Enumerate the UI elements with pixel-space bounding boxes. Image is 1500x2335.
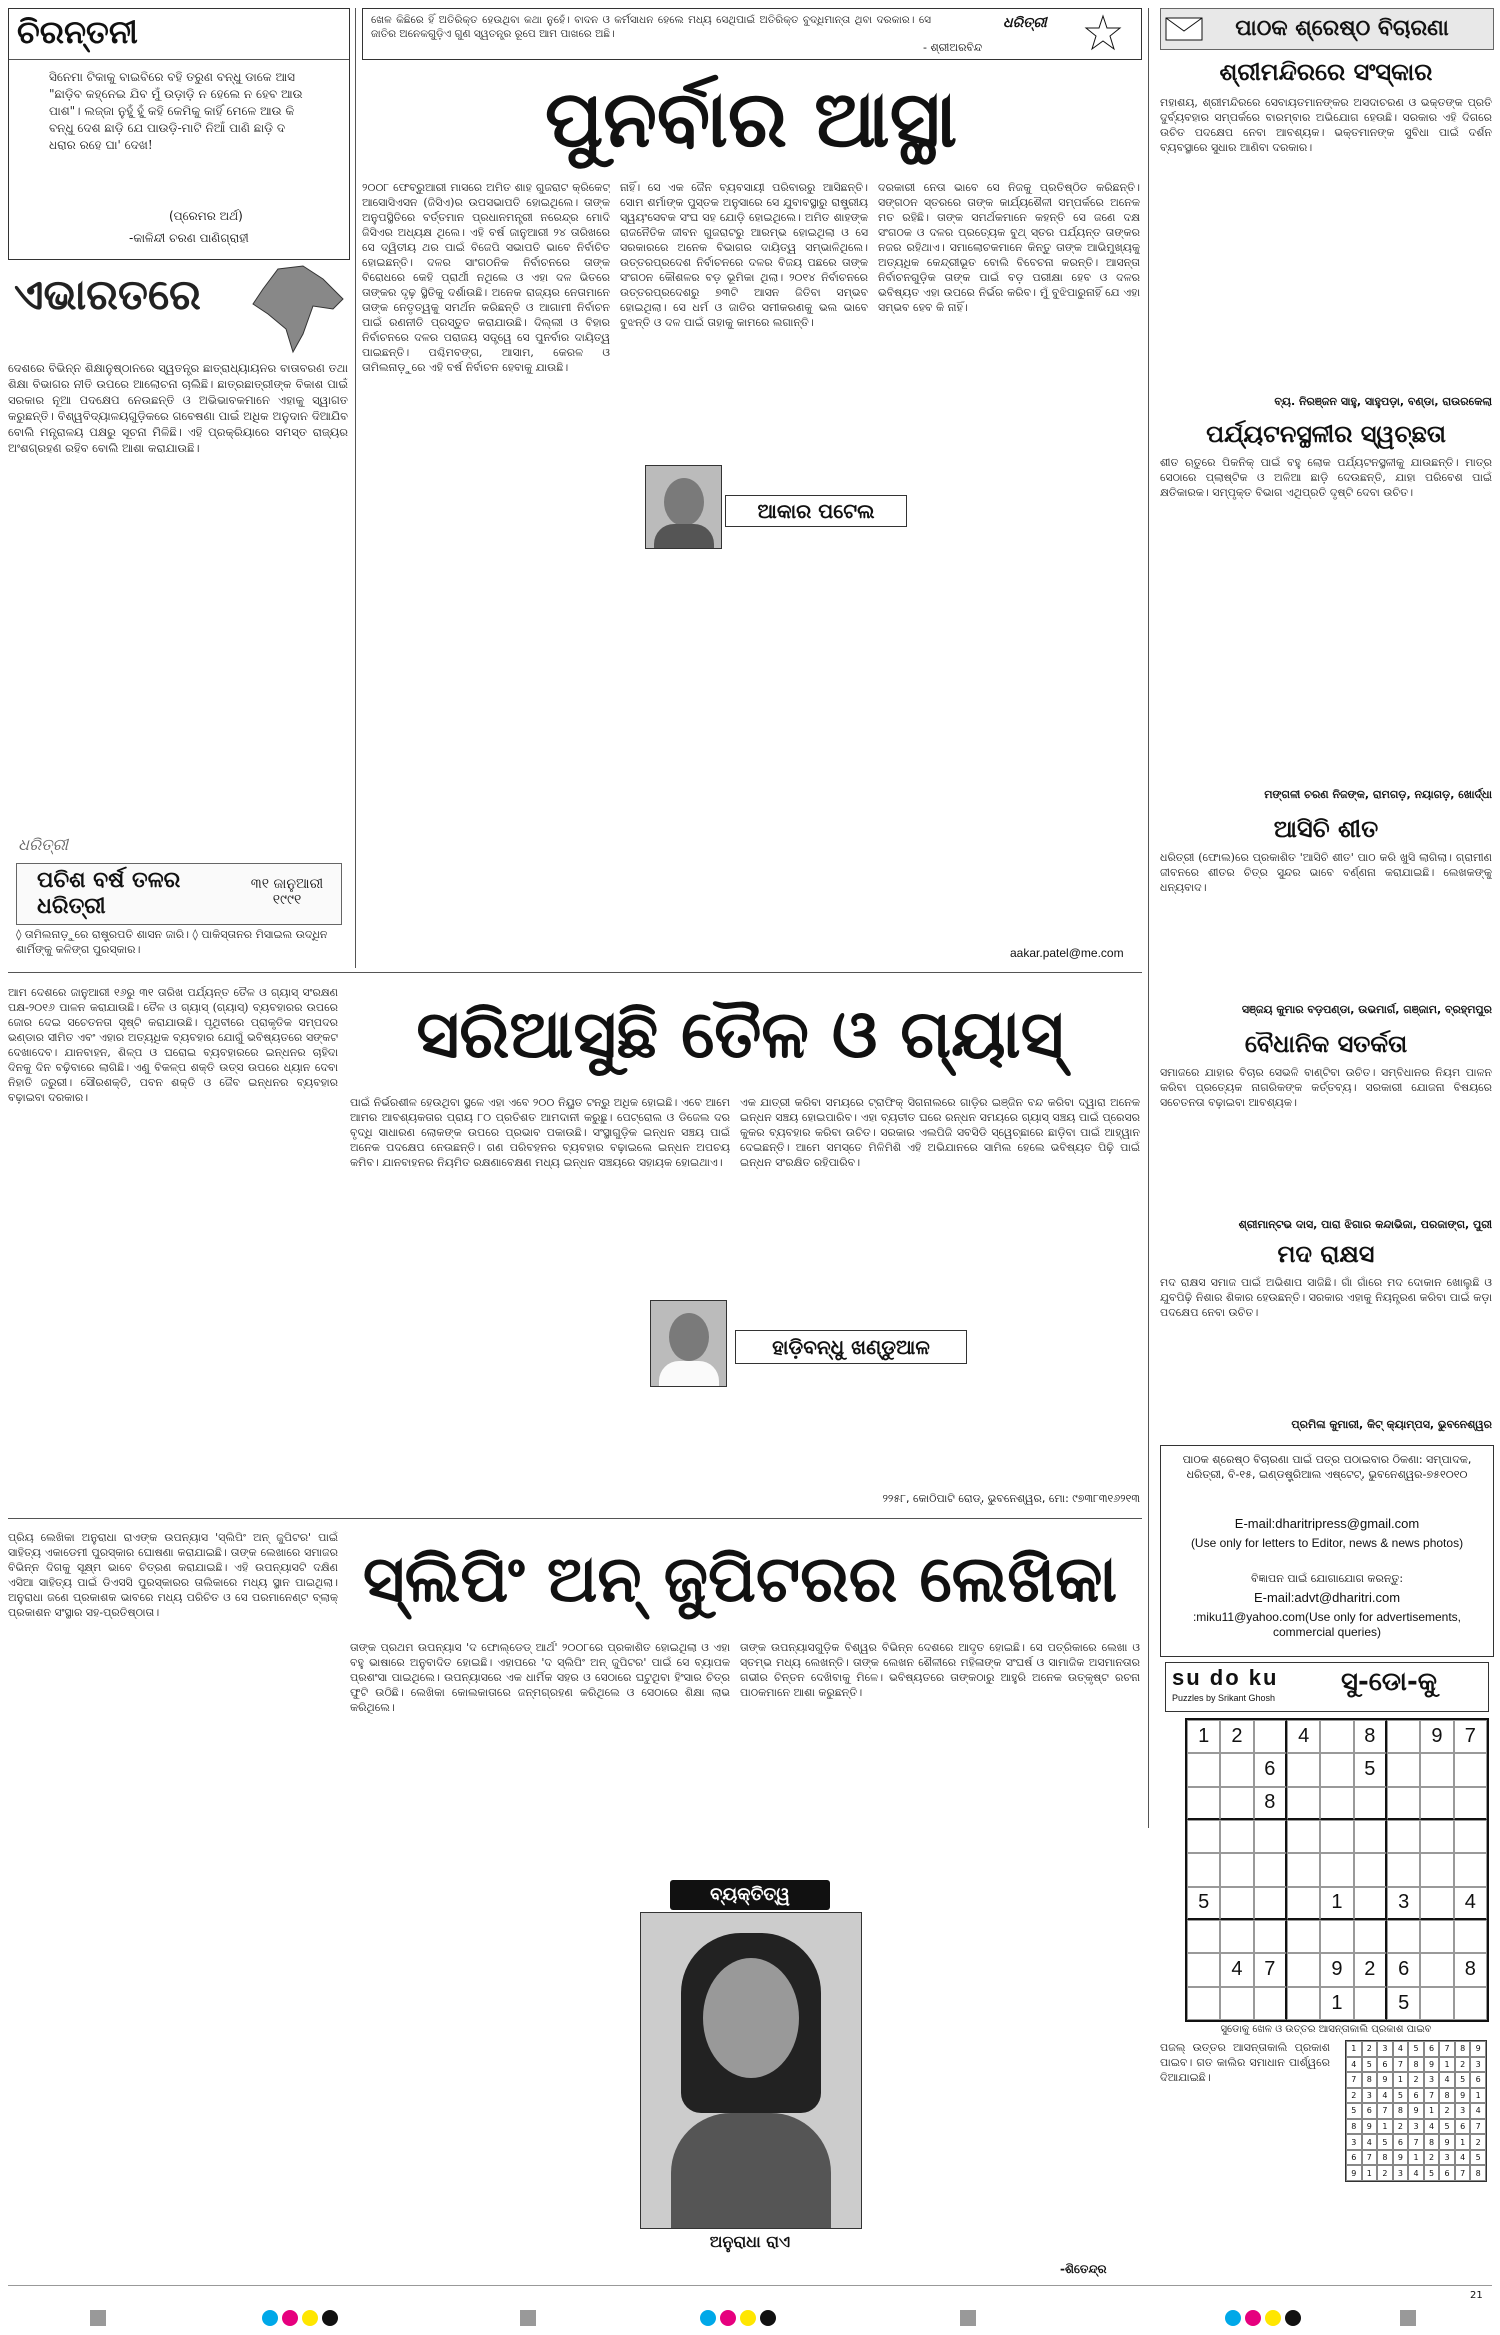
sudoku-cell[interactable] [1287, 1953, 1320, 1986]
sudoku-cell[interactable] [1420, 1820, 1453, 1853]
answer-cell: 1 [1377, 2119, 1393, 2135]
sudoku-cell[interactable] [1287, 1887, 1320, 1920]
ebharat-text: ଦେଶରେ ବିଭିନ୍ନ ଶିକ୍ଷାନୁଷ୍ଠାନରେ ସ୍ୱତନ୍ତ୍ର ଛାତ୍ରାଧ୍ୟାୟନର ବାତାବରଣ ତଥା ଶିକ୍ଷା ବିଭାଗର ନୀତି ଉପରେ ଆଲୋଚନା ଚାଲିଛି। ଛାତ୍ରଛାତ୍ରୀଙ୍କ ବିକାଶ ପାଇଁ ସରକାର ନୂଆ ପଦକ୍ଷେପ ନେଉଛନ୍ତି ଓ ଅଭିଭାବକମାନେ ଏହାକୁ ସ୍ୱାଗତ କରୁଛନ୍ତି। ବିଶ୍ୱବିଦ୍ୟାଳୟଗୁଡ଼ିକରେ ଗବେଷଣା ପାଇଁ ଅଧିକ ଅନୁଦାନ ଦିଆଯିବ ବୋଲି ମନ୍ତ୍ରାଳୟ ପକ୍ଷରୁ ସୂଚନା ମିଳିଛି। ଏହି ପ୍ରକ୍ରିୟାରେ ସମସ୍ତ ରାଜ୍ୟର ଅଂଶଗ୍ରହଣ ରହିବ ବୋଲି ଆଶା କରାଯାଉଛି। [8, 361, 348, 455]
answer-cell: 9 [1393, 2150, 1409, 2166]
answer-cell: 2 [1408, 2072, 1424, 2088]
top-quote-author: - ଶ୍ରୀଅରବିନ୍ଦ [923, 41, 983, 54]
registration-square-4 [1400, 2310, 1416, 2326]
answer-cell: 3 [1439, 2150, 1455, 2166]
letter1-heading: ଶ୍ରୀମନ୍ଦିରରେ ସଂସ୍କାର [1219, 58, 1433, 86]
answer-cell: 4 [1455, 2150, 1471, 2166]
sudoku-cell[interactable] [1254, 1987, 1287, 2020]
chirantani-title: ଚିରନ୍ତନୀ [17, 13, 138, 51]
sudoku-cell[interactable] [1454, 1820, 1487, 1853]
answer-cell: 9 [1346, 2165, 1362, 2181]
answer-cell: 8 [1346, 2119, 1362, 2135]
sudoku-cell[interactable] [1420, 1753, 1453, 1786]
answer-cell: 1 [1393, 2072, 1409, 2088]
answer-cell: 2 [1424, 2150, 1440, 2166]
answer-cell: 7 [1470, 2119, 1486, 2135]
answer-cell: 8 [1455, 2041, 1471, 2057]
sudoku-cell[interactable] [1387, 1853, 1420, 1886]
chirantani-author: -କାଳିନ୍ଦୀ ଚରଣ ପାଣିଗ୍ରାହୀ [129, 231, 249, 245]
answer-cell: 9 [1377, 2072, 1393, 2088]
answer-cell: 8 [1362, 2072, 1378, 2088]
contact-advt-label: ବିଜ୍ଞାପନ ପାଇଁ ଯୋଗାଯୋଗ କରନ୍ତୁ: [1250, 1572, 1404, 1585]
letter2-body: ଶୀତ ଋତୁରେ ପିକନିକ୍ ପାଇଁ ବହୁ ଲୋକ ପର୍ଯ୍ୟଟନସ୍ଥଳୀକୁ ଯାଉଛନ୍ତି। ମାତ୍ର ସେଠାରେ ପ୍ଲାଷ୍ଟିକ ଓ ଅଳିଆ ଛାଡ଼ି ଦେଉଛନ୍ତି, ଯାହା ପରିବେଶ ପାଇଁ କ୍ଷତିକାରକ। ସମ୍ପୃକ୍ତ ବିଭାଗ ଏଥିପ୍ରତି ଦୃଷ୍ଟି ଦେବା ଉଚିତ। [1160, 456, 1492, 499]
answer-cell: 2 [1439, 2103, 1455, 2119]
sudoku-cell[interactable] [1220, 1787, 1253, 1820]
sudoku-instructions: ସୁଡୋକୁ ଖେଳ ଓ ଉତ୍ତର ଆସନ୍ତାକାଲି ପ୍ରକାଶ ପାଇବ [1220, 2024, 1432, 2035]
answer-cell: 1 [1362, 2165, 1378, 2181]
answer-cell: 6 [1393, 2134, 1409, 2150]
top-quote-box [362, 8, 1142, 60]
answer-cell: 5 [1377, 2134, 1393, 2150]
anuradha-roy-photo [640, 1912, 862, 2229]
answer-cell: 8 [1377, 2150, 1393, 2166]
answer-cell: 3 [1470, 2057, 1486, 2073]
answer-cell: 1 [1424, 2103, 1440, 2119]
answer-cell: 5 [1439, 2119, 1455, 2135]
answer-cell: 9 [1470, 2041, 1486, 2057]
sudoku-cell[interactable]: 5 [1187, 1887, 1220, 1920]
answer-cell: 9 [1362, 2119, 1378, 2135]
sudoku-cell[interactable] [1320, 1853, 1353, 1886]
sudoku-puzzle-by: Puzzles by Srikant Ghosh [1172, 1693, 1276, 1703]
answer-cell: 2 [1362, 2041, 1378, 2057]
letter2-author: ମଙ୍ଗଳୀ ଚରଣ ନିଜଙ୍କ, ରାମଗଡ଼, ନୟାଗଡ଼, ଖୋର୍ଦ୍ଧା [1264, 788, 1492, 801]
letter4-heading: ବୈଧାନିକ ସତର୍କତା [1244, 1030, 1408, 1058]
answer-cell: 5 [1455, 2072, 1471, 2088]
sudoku-cell[interactable] [1187, 1753, 1220, 1786]
sudoku-cell[interactable] [1187, 1820, 1220, 1853]
cmyk-dot-yellow-3 [1265, 2310, 1281, 2326]
sudoku-cell[interactable] [1354, 1787, 1387, 1820]
sudoku-cell[interactable] [1420, 1920, 1453, 1953]
chirantani-poem: ସିନେମା ଟିକାକୁ ବାଇବିରେ ବହି ତରୁଣ ବନ୍ଧୁ ଡାକେ ଆସ "ଛାଡ଼ିବ କହ୍ନେଇ ଯିବ ମୁଁ ଉଡ଼ାଡ଼ି ନ ହେଲେ ନ ହେବ ଆଉ ପାଶ"। ଲଜ୍ଜା ନୁହୁଁ ହୁଁ କହି କେମିକୁ କାହିଁ ମେଳେ ଆଉ କି ବନ୍ଧୁ ଦେଶ ଛାଡ଼ି ଯେ ପାଉଡ଼ି-ମାଟି ନିଆଁ ପାଣି ଛାଡ଼ି ଦ ଧରାର ରହେ ଘା' ଦେଖ! [49, 70, 303, 152]
pachisha-box [8, 835, 348, 960]
article3-signoff: -ଶିତେନ୍ଦ୍ର [1060, 2262, 1107, 2276]
sudoku-odia-title: ସୁ-ଡୋ-କୁ [1341, 1667, 1437, 1697]
answer-cell: 1 [1408, 2150, 1424, 2166]
article2-author-block [650, 1300, 1010, 1390]
answer-cell: 3 [1346, 2134, 1362, 2150]
sudoku-cell[interactable] [1220, 1987, 1253, 2020]
article2-col2: ପାଇଁ ନିର୍ଭରଶୀଳ ହେଉଥିବା ସ୍ଥଳେ ଏହା ଏବେ ୨୦୦ ନିୟୁତ ଟନ୍‌ରୁ ଅଧିକ ହୋଇଛି। ଏବେ ଆମେ ଆମର ଆବଶ୍ୟକତାର ପ୍ରାୟ ୮୦ ପ୍ରତିଶତ ଆମଦାନୀ କରୁଛୁ। ପେଟ୍ରୋଲ ଓ ଡିଜେଲ ଦର ବୃଦ୍ଧି ସାଧାରଣ ଲୋକଙ୍କ ଉପରେ ପ୍ରଭାବ ପକାଉଛି। ସଂସ୍ଥାଗୁଡ଼ିକ ଇନ୍ଧନ ସଞ୍ଚୟ ପାଇଁ ଅନେକ ପଦକ୍ଷେପ ନେଉଛନ୍ତି। ଗଣ ପରିବହନର ବ୍ୟବହାର ବଢ଼ାଇଲେ ଇନ୍ଧନ ଅପଚୟ କମିବ। ଯାନବାହନର ନିୟମିତ ରକ୍ଷଣାବେକ୍ଷଣ ମଧ୍ୟ ଇନ୍ଧନ ସଞ୍ଚୟରେ ସହାୟକ ହୋଇଥାଏ। [350, 1096, 730, 1169]
contact-email-editor-note: (Use only for letters to Editor, news & news photos) [1190, 1536, 1464, 1550]
answer-cell: 1 [1455, 2134, 1471, 2150]
answer-cell: 3 [1424, 2072, 1440, 2088]
sudoku-cell[interactable] [1187, 1787, 1220, 1820]
answer-cell: 6 [1408, 2088, 1424, 2104]
sudoku-cell[interactable] [1354, 1853, 1387, 1886]
article1-col1: ୨୦୦୮ ଫେବ୍ରୁଆରୀ ମାସରେ ଅମିତ ଶାହ ଗୁଜରାଟ କ୍ରିକେଟ୍ ଆସୋସିଏସନ (ଜିସିଏ)ର ଉପସଭାପତି ହୋଇଥିଲେ। ତାଙ୍କ ଅନୁପସ୍ଥିତିରେ ବର୍ତ୍ତମାନ ପ୍ରଧାନମନ୍ତ୍ରୀ ନରେନ୍ଦ୍ର ମୋଦି ଜିସିଏର ଅଧ୍ୟକ୍ଷ ଥିଲେ। ଏହି ବର୍ଷ ଜାନୁଆରୀ ୨୪ ତାରିଖରେ ସେ ଦ୍ୱିତୀୟ ଥର ପାଇଁ ବିଜେପି ସଭାପତି ଭାବେ ନିର୍ବାଚିତ ହୋଇଛନ୍ତି। ଦଳର ସାଂଗଠନିକ ନିର୍ବାଚନରେ ତାଙ୍କ ବିରୋଧରେ କେହି ପ୍ରାର୍ଥୀ ନଥିଲେ ଓ ଏହା ଦଳ ଭିତରେ ତାଙ୍କର ଦୃଢ଼ ସ୍ଥିତିକୁ ଦର୍ଶାଉଛି। ଅନେକ ରାଜ୍ୟର ନେତାମାନେ ତାଙ୍କ ନେତୃତ୍ୱକୁ ସମର୍ଥନ କରିଛନ୍ତି ଓ ଆଗାମୀ ନିର୍ବାଚନ ପାଇଁ ରଣନୀତି ପ୍ରସ୍ତୁତ କରାଯାଉଛି। ଦିଲ୍ଲୀ ଓ ବିହାର ନିର୍ବାଚନରେ ଦଳର ପରାଜୟ ସତ୍ତ୍ୱେ ସେ ପୁନର୍ବାର ଦାୟିତ୍ୱ ପାଇଛନ୍ତି। ପଶ୍ଚିମବଙ୍ଗ, ଆସାମ, କେରଳ ଓ ତାମିଲନାଡ଼ୁରେ ଏହି ବର୍ଷ ନିର୍ବାଚନ ହେବାକୁ ଯାଉଛି। [362, 181, 610, 374]
sudoku-cell[interactable] [1420, 1787, 1453, 1820]
sudoku-cell[interactable] [1320, 1720, 1353, 1753]
chirantani-note: (ପ୍ରେମର ଅର୍ଥ) [169, 209, 243, 223]
answer-cell: 5 [1470, 2150, 1486, 2166]
sudoku-cell[interactable]: 9 [1320, 1953, 1353, 1986]
pachisha-date: ୩୧ ଜାନୁଆରୀ ୧୯୯୧ [250, 876, 324, 908]
sudoku-cell[interactable] [1387, 1920, 1420, 1953]
article3-col2: ତାଙ୍କ ପ୍ରଥମ ଉପନ୍ୟାସ 'ଦ ଫୋଲ୍ଡେଡ୍ ଆର୍ଥ' ୨୦୦୮ରେ ପ୍ରକାଶିତ ହୋଇଥିଲା ଓ ଏହା ବହୁ ଭାଷାରେ ଅନୁବାଦିତ ହୋଇଛି। ଏହାପରେ 'ଦ ସ୍ଲିପିଂ ଅନ୍ ଜୁପିଟର' ପାଇଁ ସେ ବ୍ୟାପକ ପ୍ରଶଂସା ପାଇଥିଲେ। ଉପନ୍ୟାସରେ ଏକ ଧାର୍ମିକ ସହର ଓ ସେଠାରେ ଘଟୁଥିବା ହିଂସାର ଚିତ୍ର ଫୁଟି ଉଠିଛି। ଲେଖିକା କୋଲକାତାରେ ଜନ୍ମଗ୍ରହଣ କରିଥିଲେ ଓ ସେଠାରେ ଶିକ୍ଷା ଲାଭ କରିଥିଲେ। [350, 1641, 730, 1714]
sidebar-title: ପାଠକ ଶ୍ରେଷ୍ଠ ବିଚାରଣା [1160, 8, 1494, 50]
article2-col3: ଏକ ଯାତ୍ରୀ କରିବା ସମୟରେ ଟ୍ରାଫିକ୍ ସିଗନାଲରେ ଗାଡ଼ିର ଇଞ୍ଜିନ ବନ୍ଦ କରିବା ଦ୍ୱାରା ଅନେକ ଇନ୍ଧନ ସଞ୍ଚୟ ହୋଇପାରିବ। ଏହା ବ୍ୟତୀତ ଘରେ ରନ୍ଧନ ସମୟରେ ଗ୍ୟାସ୍ ସଞ୍ଚୟ ପାଇଁ ପ୍ରେସର କୁକର ବ୍ୟବହାର କରିବା ଉଚିତ। ସରକାର ଏଲପିଜି ସବସିଡି ସ୍ୱେଚ୍ଛାରେ ଛାଡ଼ିବା ପାଇଁ ଆହ୍ୱାନ ଦେଇଛନ୍ତି। ଆମେ ସମସ୍ତେ ମିଳିମିଶି ଏହି ଅଭିଯାନରେ ସାମିଲ ହେଲେ ଭବିଷ୍ୟତ ପିଢ଼ି ପାଇଁ ଇନ୍ଧନ ସଂରକ୍ଷିତ ରହିପାରିବ। [740, 1096, 1140, 1169]
letter5-body: ମଦ ରାକ୍ଷସ ସମାଜ ପାଇଁ ଅଭିଶାପ ସାଜିଛି। ଗାଁ ଗାଁରେ ମଦ ଦୋକାନ ଖୋଲୁଛି ଓ ଯୁବପିଢ଼ି ନିଶାର ଶିକାର ହେଉଛନ୍ତି। ସରକାର ଏହାକୁ ନିୟନ୍ତ୍ରଣ କରିବା ପାଇଁ କଡ଼ା ପଦକ୍ଷେପ ନେବା ଉଚିତ। [1160, 1276, 1492, 1319]
article3-badge: ବ୍ୟକ୍ତିତ୍ୱ [670, 1880, 830, 1910]
sudoku-cell[interactable] [1287, 1853, 1320, 1886]
contact-intro: ପାଠକ ଶ୍ରେଷ୍ଠ ବିଚାରଣା ପାଇଁ ପତ୍ର ପଠାଇବାର ଠିକଣା: ସମ୍ପାଦକ, ଧରିତ୍ରୀ, ବି-୧୫, ଇଣ୍ଡଷ୍ଟ୍ରିଆଲ ଏଷ୍ଟେଟ୍, ଭୁବନେଶ୍ୱର-୭୫୧୦୧୦ [1182, 1453, 1472, 1481]
sudoku-cell[interactable]: 4 [1287, 1720, 1320, 1753]
sudoku-cell[interactable]: 1 [1187, 1720, 1220, 1753]
sudoku-cell[interactable] [1254, 1720, 1287, 1753]
answer-cell: 1 [1346, 2041, 1362, 2057]
answer-cell: 3 [1362, 2088, 1378, 2104]
sudoku-cell[interactable] [1454, 1987, 1487, 2020]
contact-box [1160, 1445, 1494, 1657]
contact-email-advt[interactable]: E-mail:advt@dharitri.com [1253, 1590, 1401, 1605]
answer-cell: 9 [1424, 2057, 1440, 2073]
sudoku-cell[interactable] [1320, 1753, 1353, 1786]
answer-cell: 7 [1362, 2150, 1378, 2166]
sudoku-cell[interactable]: 5 [1354, 1753, 1387, 1786]
sudoku-cell[interactable] [1420, 1887, 1453, 1920]
ebharat-header [8, 262, 348, 357]
letter1-body: ମହାଶୟ, ଶ୍ରୀମନ୍ଦିରରେ ସେବାୟତମାନଙ୍କର ଅସଦାଚରଣ ଓ ଭକ୍ତଙ୍କ ପ୍ରତି ଦୁର୍ବ୍ୟବହାର ସମ୍ପର୍କରେ ବାରମ୍ବାର ଅଭିଯୋଗ ହେଉଛି। ସରକାର ଏହି ଦିଗରେ ଉଚିତ ପଦକ୍ଷେପ ନେବା ଆବଶ୍ୟକ। ଭକ୍ତମାନଙ୍କ ସୁବିଧା ପାଇଁ ଦର୍ଶନ ବ୍ୟବସ୍ଥାରେ ସୁଧାର ଆଣିବା ଦରକାର। [1160, 96, 1492, 154]
sudoku-cell[interactable] [1287, 1787, 1320, 1820]
sudoku-cell[interactable] [1220, 1820, 1253, 1853]
article2-address: ୨୨୫୮, କୋଠିପାଟି ରୋଡ୍, ଭୁବନେଶ୍ୱର, ମୋ: ୯୭୩୮୩୧୬୨୧୩ [882, 1492, 1140, 1505]
cmyk-dot-magenta-2 [720, 2310, 736, 2326]
sudoku-cell[interactable] [1320, 1820, 1353, 1853]
answer-cell: 6 [1439, 2165, 1455, 2181]
sudoku-logo: su do ku [1172, 1665, 1279, 1690]
sudoku-cell[interactable]: 3 [1387, 1887, 1420, 1920]
letter3-heading: ଆସିଚି ଶୀତ [1273, 815, 1379, 843]
registration-square-3 [960, 2310, 976, 2326]
answer-cell: 4 [1424, 2119, 1440, 2135]
sudoku-cell[interactable] [1354, 1920, 1387, 1953]
answer-cell: 4 [1362, 2134, 1378, 2150]
registration-square-1 [90, 2310, 106, 2326]
answer-cell: 6 [1362, 2103, 1378, 2119]
contact-email-miku[interactable]: :miku11@yahoo.com(Use only for advertisements, commercial queries) [1192, 1610, 1462, 1639]
article2-author-photo [650, 1300, 727, 1387]
sudoku-cell[interactable]: 1 [1320, 1987, 1353, 2020]
answer-cell: 3 [1408, 2119, 1424, 2135]
registration-square-2 [520, 2310, 536, 2326]
sudoku-cell[interactable] [1187, 1853, 1220, 1886]
answer-cell: 8 [1408, 2057, 1424, 2073]
cmyk-dot-cyan-1 [262, 2310, 278, 2326]
letter4-body: ସମାଜରେ ଯାହାର ବିଚାର ସେଭଳି ବାଣ୍ଟିବା ଉଚିତ। ସମ୍ବିଧାନର ନିୟମ ପାଳନ କରିବା ପ୍ରତ୍ୟେକ ନାଗରିକଙ୍କ କର୍ତ୍ତବ୍ୟ। ସରକାରୀ ଯୋଜନା ବିଷୟରେ ସଚେତନତା ବଢ଼ାଇବା ଆବଶ୍ୟକ। [1160, 1066, 1492, 1109]
answer-cell: 7 [1455, 2165, 1471, 2181]
sudoku-cell[interactable] [1254, 1853, 1287, 1886]
sudoku-cell[interactable] [1420, 1987, 1453, 2020]
answer-cell: 5 [1424, 2165, 1440, 2181]
letter5-heading: ମଦ ରାକ୍ଷସ [1277, 1240, 1375, 1268]
answer-cell: 2 [1377, 2165, 1393, 2181]
answer-cell: 8 [1393, 2103, 1409, 2119]
sudoku-cell[interactable] [1420, 1953, 1453, 1986]
answer-cell: 6 [1346, 2150, 1362, 2166]
sudoku-header [1165, 1662, 1489, 1712]
sudoku-cell[interactable]: 4 [1454, 1887, 1487, 1920]
cmyk-dot-black-1 [322, 2310, 338, 2326]
sudoku-cell[interactable]: 6 [1254, 1753, 1287, 1786]
letter2-heading: ପର୍ଯ୍ୟଟନସ୍ଥଳୀର ସ୍ୱଚ୍ଛତା [1206, 420, 1446, 448]
answer-cell: 2 [1470, 2134, 1486, 2150]
answer-cell: 3 [1393, 2165, 1409, 2181]
sudoku-cell[interactable] [1254, 1920, 1287, 1953]
sudoku-cell[interactable] [1287, 1987, 1320, 2020]
sudoku-cell[interactable] [1187, 1953, 1220, 1986]
sudoku-cell[interactable] [1187, 1920, 1220, 1953]
ebharat-title: ଏଭାରତରେ [14, 270, 201, 319]
sudoku-cell[interactable]: 9 [1420, 1720, 1453, 1753]
sudoku-cell[interactable] [1454, 1853, 1487, 1886]
cmyk-dot-cyan-2 [700, 2310, 716, 2326]
answer-cell: 2 [1393, 2119, 1409, 2135]
pachisha-title: ପଚିଶ ବର୍ଷ ତଳର ଧରିତ୍ରୀ [37, 868, 181, 919]
answer-cell: 7 [1393, 2057, 1409, 2073]
india-map-icon [248, 264, 348, 354]
sudoku-cell[interactable] [1254, 1820, 1287, 1853]
sudoku-cell[interactable] [1254, 1887, 1287, 1920]
cmyk-dot-yellow-1 [302, 2310, 318, 2326]
star-emblem-icon [1083, 14, 1123, 54]
article1-col3: ଦରକାରୀ ନେତା ଭାବେ ସେ ନିଜକୁ ପ୍ରତିଷ୍ଠିତ କରିଛନ୍ତି। ସଙ୍ଗଠନ ସ୍ତରରେ ତାଙ୍କ କାର୍ଯ୍ୟଶୈଳୀ ସମ୍ପର୍କରେ ଅନେକ ମତ ରହିଛି। ତାଙ୍କ ସମର୍ଥକମାନେ କହନ୍ତି ସେ ଜଣେ ଦକ୍ଷ ସଂଗଠକ ଓ ଦଳର ପ୍ରତ୍ୟେକ ବୁଥ୍ ସ୍ତର ପର୍ଯ୍ୟନ୍ତ ତାଙ୍କର ନଜର ରହିଥାଏ। ସମାଲୋଚକମାନେ କିନ୍ତୁ ତାଙ୍କ ଆଭିମୁଖ୍ୟକୁ ଅତ୍ୟଧିକ କେନ୍ଦ୍ରୀଭୂତ ବୋଲି ବିବେଚନା କରନ୍ତି। ଆସନ୍ତା ନିର୍ବାଚନଗୁଡ଼ିକ ତାଙ୍କ ପାଇଁ ବଡ଼ ପରୀକ୍ଷା ହେବ ଓ ଦଳର ଭବିଷ୍ୟତ ଏହା ଉପରେ ନିର୍ଭର କରିବ। ମୁଁ ବୁଝିପାରୁନାହିଁ ଯେ ଏହା ସମ୍ଭବ ହେବ କି ନାହିଁ। [878, 181, 1140, 314]
article3-col3: ତାଙ୍କ ଉପନ୍ୟାସଗୁଡ଼ିକ ବିଶ୍ୱର ବିଭିନ୍ନ ଦେଶରେ ଆଦୃତ ହୋଇଛି। ସେ ପତ୍ରିକାରେ ଲେଖା ଓ ସ୍ତମ୍ଭ ମଧ୍ୟ ଲେଖନ୍ତି। ତାଙ୍କ ଲେଖନ ଶୈଳୀରେ ମହିଳାଙ୍କ ସଂଘର୍ଷ ଓ ସାମାଜିକ ଅସମାନତାର ଗଭୀର ଚିନ୍ତନ ଦେଖିବାକୁ ମିଳେ। ଭବିଷ୍ୟତରେ ତାଙ୍କଠାରୁ ଆହୁରି ଅନେକ ଉତ୍କୃଷ୍ଟ ରଚନା ପାଠକମାନେ ଆଶା କରୁଛନ୍ତି। [740, 1641, 1140, 1699]
cmyk-dot-black-2 [760, 2310, 776, 2326]
letter3-author: ସଞ୍ଜୟ କୁମାର ବଡ଼ପଣ୍ଡା, ଉଭମାର୍ଗ, ଗଞ୍ଜାମ, ବ୍ରହ୍ମପୁର [1241, 1003, 1492, 1016]
sudoku-cell[interactable] [1387, 1787, 1420, 1820]
article2-byline: ହାଡ଼ିବନ୍ଧୁ ଖଣ୍ଡୁଆଳ [735, 1330, 967, 1364]
chirantani-box [8, 8, 350, 260]
answer-cell: 9 [1408, 2103, 1424, 2119]
letter3-body: ଧରିତ୍ରୀ (ଫୋଲ)ରେ ପ୍ରକାଶିତ 'ଆସିଚି ଶୀତ' ପାଠ କରି ଖୁସି ଲାଗିଲା। ଗ୍ରାମୀଣ ଜୀବନରେ ଶୀତର ଚିତ୍ର ସୁନ୍ଦର ଭାବେ ବର୍ଣ୍ଣନା କରାଯାଇଛି। ଲେଖକଙ୍କୁ ଧନ୍ୟବାଦ। [1160, 851, 1492, 894]
pachisha-items: ◊ ତାମିଲନାଡ଼ୁରେ ରାଷ୍ଟ୍ରପତି ଶାସନ ଜାରି। ◊ ପାକିସ୍ତାନର ମିସାଇଲ ଉଦ୍ଧିନ ଶାର୍ମିଙ୍କୁ କଳିଙ୍ଗ ପୁରସ୍କାର। [16, 928, 328, 956]
contact-email-editor[interactable]: E-mail:dharitripress@gmail.com [1234, 1516, 1420, 1531]
article3-photo-block [630, 1880, 870, 2265]
sudoku-cell[interactable] [1354, 1987, 1387, 2020]
letter1-author: ବ୍ୟ. ନିରଞ୍ଜନ ସାହୁ, ସାହୁପଡ଼ା, ବଣ୍ଡା, ରାଉରକେଲା [1274, 395, 1492, 408]
answer-cell: 5 [1346, 2103, 1362, 2119]
answer-cell: 4 [1393, 2041, 1409, 2057]
sudoku-grid[interactable] [1185, 1718, 1489, 2022]
sudoku-cell[interactable] [1320, 1787, 1353, 1820]
sudoku-cell[interactable]: 4 [1220, 1953, 1253, 1986]
answer-cell: 9 [1455, 2088, 1471, 2104]
answer-cell: 5 [1408, 2041, 1424, 2057]
sudoku-cell[interactable] [1454, 1753, 1487, 1786]
answer-cell: 8 [1424, 2134, 1440, 2150]
letter4-author: ଶ୍ରୀମାନ୍ଟଭ ଦାସ, ପାରା ଝିଗାର କନ୍ଦାଭିଜା, ପରଜାଙ୍ଗ, ପୁରୀ [1238, 1218, 1492, 1231]
sudoku-answer-grid [1345, 2040, 1487, 2182]
cmyk-dot-yellow-2 [740, 2310, 756, 2326]
answer-cell: 4 [1470, 2103, 1486, 2119]
sudoku-cell[interactable] [1220, 1853, 1253, 1886]
answer-cell: 7 [1439, 2041, 1455, 2057]
sudoku-cell[interactable] [1220, 1753, 1253, 1786]
sudoku-cell[interactable]: 2 [1354, 1953, 1387, 1986]
dharitri-mark: ଧରିତ୍ରୀ [1003, 15, 1047, 31]
sudoku-cell[interactable] [1287, 1753, 1320, 1786]
sudoku-answer-caption: ପଜଲ୍ ଉତ୍ତର ଆସନ୍ତାକାଲି ପ୍ରକାଶ ପାଇବ। ଗତ କାଲିର ସମାଧାନ ପାର୍ଶ୍ୱରେ ଦିଆଯାଇଛି। [1160, 2041, 1330, 2084]
sudoku-cell[interactable] [1354, 1820, 1387, 1853]
sudoku-cell[interactable] [1187, 1987, 1220, 2020]
sudoku-cell[interactable] [1354, 1887, 1387, 1920]
sudoku-cell[interactable] [1220, 1887, 1253, 1920]
sudoku-cell[interactable] [1287, 1920, 1320, 1953]
sudoku-cell[interactable] [1320, 1920, 1353, 1953]
letter5-author: ପ୍ରମିଳା କୁମାରୀ, କିଟ୍ କ୍ୟାମ୍ପସ, ଭୁବନେଶ୍ୱର [1291, 1418, 1492, 1431]
page-number: 21 [1470, 2290, 1483, 2301]
sudoku-cell[interactable]: 2 [1220, 1720, 1253, 1753]
article2-col1: ଆମ ଦେଶରେ ଜାନୁଆରୀ ୧୬ରୁ ୩୧ ତାରିଖ ପର୍ଯ୍ୟନ୍ତ ତୈଳ ଓ ଗ୍ୟାସ୍ ସଂରକ୍ଷଣ ପକ୍ଷ-୨୦୧୬ ପାଳନ କରାଯାଉଛି। ତୈଳ ଓ ଗ୍ୟାସ୍ (ଗ୍ୟାସ୍) ବ୍ୟବହାରର ଉପରେ ଜୋର ଦେଇ ସଚେତନତା ସୃଷ୍ଟି କରାଯାଉଛି। ପୃଥିବୀରେ ପ୍ରାକୃତିକ ସମ୍ପଦର ଭଣ୍ଡାର ସୀମିତ ଏବଂ ଏହାର ଅତ୍ୟଧିକ ବ୍ୟବହାର ଯୋଗୁଁ ଭବିଷ୍ୟତରେ ସଙ୍କଟ ଦେଖାଦେବ। ଯାନବାହନ, ଶିଳ୍ପ ଓ ଘରୋଇ ବ୍ୟବହାରରେ ଇନ୍ଧନର ଚାହିଦା ଦିନକୁ ଦିନ ବଢ଼ିବାରେ ଲାଗିଛି। ଏଣୁ ବିକଳ୍ପ ଶକ୍ତି ଉତ୍ସ ଉପରେ ଧ୍ୟାନ ଦେବା ନିହାତି ଜରୁରୀ। ସୌରଶକ୍ତି, ପବନ ଶକ୍ତି ଓ ଜୈବ ଇନ୍ଧନର ବ୍ୟବହାର ବଢ଼ାଇବା ଦରକାର। [8, 986, 338, 1104]
answer-cell: 4 [1408, 2165, 1424, 2181]
sudoku-cell[interactable] [1287, 1820, 1320, 1853]
article3-caption: ଅନୁରାଧା ରାଏ [709, 2232, 791, 2251]
answer-cell: 3 [1455, 2103, 1471, 2119]
cmyk-dot-black-3 [1285, 2310, 1301, 2326]
answer-cell: 2 [1346, 2088, 1362, 2104]
article1-col2: ନାହିଁ। ସେ ଏକ ଜୈନ ବ୍ୟବସାୟୀ ପରିବାରରୁ ଆସିଛନ୍ତି। ସୋମ ଶର୍ମାଙ୍କ ପୁସ୍ତକ ଅନୁସାରେ ସେ ଯୁବାବସ୍ଥାରୁ ରାଷ୍ଟ୍ରୀୟ ସ୍ୱୟଂସେବକ ସଂଘ ସହ ଯୋଡ଼ି ହୋଇଥିଲେ। ଅମିତ ଶାହଙ୍କ ରାଜନୈତିକ ଜୀବନ ଗୁଜରାଟରୁ ଆରମ୍ଭ ହୋଇଥିଲା ଓ ସେ ସରକାରରେ ଅନେକ ବିଭାଗର ଦାୟିତ୍ୱ ସମ୍ଭାଳିଥିଲେ। ଉତ୍ତରପ୍ରଦେଶ ନିର୍ବାଚନରେ ଦଳର ବିଜୟ ପଛରେ ତାଙ୍କ ସଂଗଠନ କୌଶଳର ବଡ଼ ଭୂମିକା ଥିଲା। ୨୦୧୪ ନିର୍ବାଚନରେ ଉତ୍ତରପ୍ରଦେଶରୁ ୭୩ଟି ଆସନ ଜିତିବା ସମ୍ଭବ ହୋଇଥିଲା। ସେ ଧର୍ମ ଓ ଜାତିର ସମୀକରଣକୁ ଭଲ ଭାବେ ବୁଝନ୍ତି ଓ ଦଳ ପାଇଁ ତାହାକୁ କାମରେ ଲଗାନ୍ତି। [620, 181, 868, 329]
answer-cell: 4 [1377, 2088, 1393, 2104]
answer-cell: 7 [1408, 2134, 1424, 2150]
answer-cell: 5 [1393, 2088, 1409, 2104]
sudoku-cell[interactable] [1387, 1720, 1420, 1753]
sudoku-cell[interactable]: 8 [1254, 1787, 1287, 1820]
answer-cell: 1 [1470, 2088, 1486, 2104]
sudoku-cell[interactable] [1220, 1920, 1253, 1953]
article1-author-photo [645, 465, 722, 549]
answer-cell: 2 [1455, 2057, 1471, 2073]
answer-cell: 8 [1470, 2165, 1486, 2181]
article1-title: ପୁନର୍ବାର ଆସ୍ଥା [544, 75, 958, 165]
article3-title: ସ୍ଲିପିଂ ଅନ୍ ଜୁପିଟରର ଲେଖିକା [362, 1543, 1118, 1617]
answer-cell: 4 [1346, 2057, 1362, 2073]
article3-col1: ପ୍ରିୟ ଲେଖିକା ଅନୁରାଧା ରାଏଙ୍କ ଉପନ୍ୟାସ 'ସ୍ଲିପିଂ ଅନ୍ ଜୁପିଟର' ପାଇଁ ସାହିତ୍ୟ ଏକାଡେମୀ ପୁରସ୍କାର ଘୋଷଣା କରାଯାଇଛି। ତାଙ୍କ ଲେଖାରେ ସମାଜର ବିଭିନ୍ନ ଦିଗକୁ ସୂକ୍ଷ୍ମ ଭାବେ ଚିତ୍ରଣ କରାଯାଇଛି। ଏହି ଉପନ୍ୟାସଟି ଦକ୍ଷିଣ ଏସିଆ ସାହିତ୍ୟ ପାଇଁ ଡିଏସସି ପୁରସ୍କାରର ତାଲିକାରେ ମଧ୍ୟ ସ୍ଥାନ ପାଇଥିଲା। ଅନୁରାଧା ଜଣେ ପ୍ରକାଶକ ଭାବରେ ମଧ୍ୟ ପରିଚିତ ଓ ସେ ପରମାନେଣ୍ଟ ବ୍ଲାକ୍ ପ୍ରକାଶନ ସଂସ୍ଥାର ସହ-ପ୍ରତିଷ୍ଠାତା। [8, 1531, 338, 1619]
sudoku-cell[interactable]: 6 [1387, 1953, 1420, 1986]
article2-title: ସରିଆସୁଛି ତୈଳ ଓ ଗ୍ୟାସ୍ [416, 996, 1064, 1073]
answer-cell: 3 [1377, 2041, 1393, 2057]
sudoku-cell[interactable] [1420, 1853, 1453, 1886]
sudoku-cell[interactable]: 8 [1454, 1953, 1487, 1986]
top-quote-text: ଖେଳ କିଛିରେ ହିଁ ଅତିରିକ୍ତ ହେଉଥିବା କଥା ନୁହେଁ। ବାଦନ ଓ କର୍ମସାଧନ ହେଲେ ମଧ୍ୟ ସେଥିପାଇଁ ଅତିରିକ୍ତ ବୁଦ୍ଧିମାନ୍ତା ଥିବା ଦରକାର। ସେ ଜାତିର ଅନେକଗୁଡ଼ିଏ ଗୁଣ ସ୍ୱତନ୍ତ୍ର ରୂପେ ଆମ ପାଖରେ ଅଛି। [371, 14, 931, 40]
sudoku-cell[interactable] [1454, 1920, 1487, 1953]
answer-cell: 5 [1362, 2057, 1378, 2073]
sudoku-cell[interactable] [1387, 1753, 1420, 1786]
answer-cell: 6 [1470, 2072, 1486, 2088]
article1-byline: ଆକାର ପଟେଲ [725, 495, 907, 527]
answer-cell: 6 [1377, 2057, 1393, 2073]
cmyk-dot-magenta-3 [1245, 2310, 1261, 2326]
answer-cell: 6 [1424, 2041, 1440, 2057]
sudoku-cell[interactable] [1387, 1820, 1420, 1853]
answer-cell: 7 [1377, 2103, 1393, 2119]
answer-cell: 8 [1439, 2088, 1455, 2104]
sudoku-cell[interactable]: 7 [1254, 1953, 1287, 1986]
cmyk-dot-magenta-1 [282, 2310, 298, 2326]
answer-cell: 7 [1346, 2072, 1362, 2088]
sudoku-cell[interactable]: 5 [1387, 1987, 1420, 2020]
sudoku-cell[interactable] [1454, 1787, 1487, 1820]
answer-cell: 4 [1439, 2072, 1455, 2088]
sudoku-cell[interactable]: 1 [1320, 1887, 1353, 1920]
sudoku-cell[interactable]: 8 [1354, 1720, 1387, 1753]
answer-cell: 9 [1439, 2134, 1455, 2150]
envelope-icon [1165, 17, 1203, 41]
article1-email[interactable]: aakar.patel@me.com [1010, 946, 1124, 960]
sudoku-cell[interactable]: 7 [1454, 1720, 1487, 1753]
cmyk-dot-cyan-3 [1225, 2310, 1241, 2326]
answer-cell: 1 [1439, 2057, 1455, 2073]
dharitri-logo: ଧରିତ୍ରୀ [18, 835, 68, 854]
answer-cell: 7 [1424, 2088, 1440, 2104]
answer-cell: 6 [1455, 2119, 1471, 2135]
